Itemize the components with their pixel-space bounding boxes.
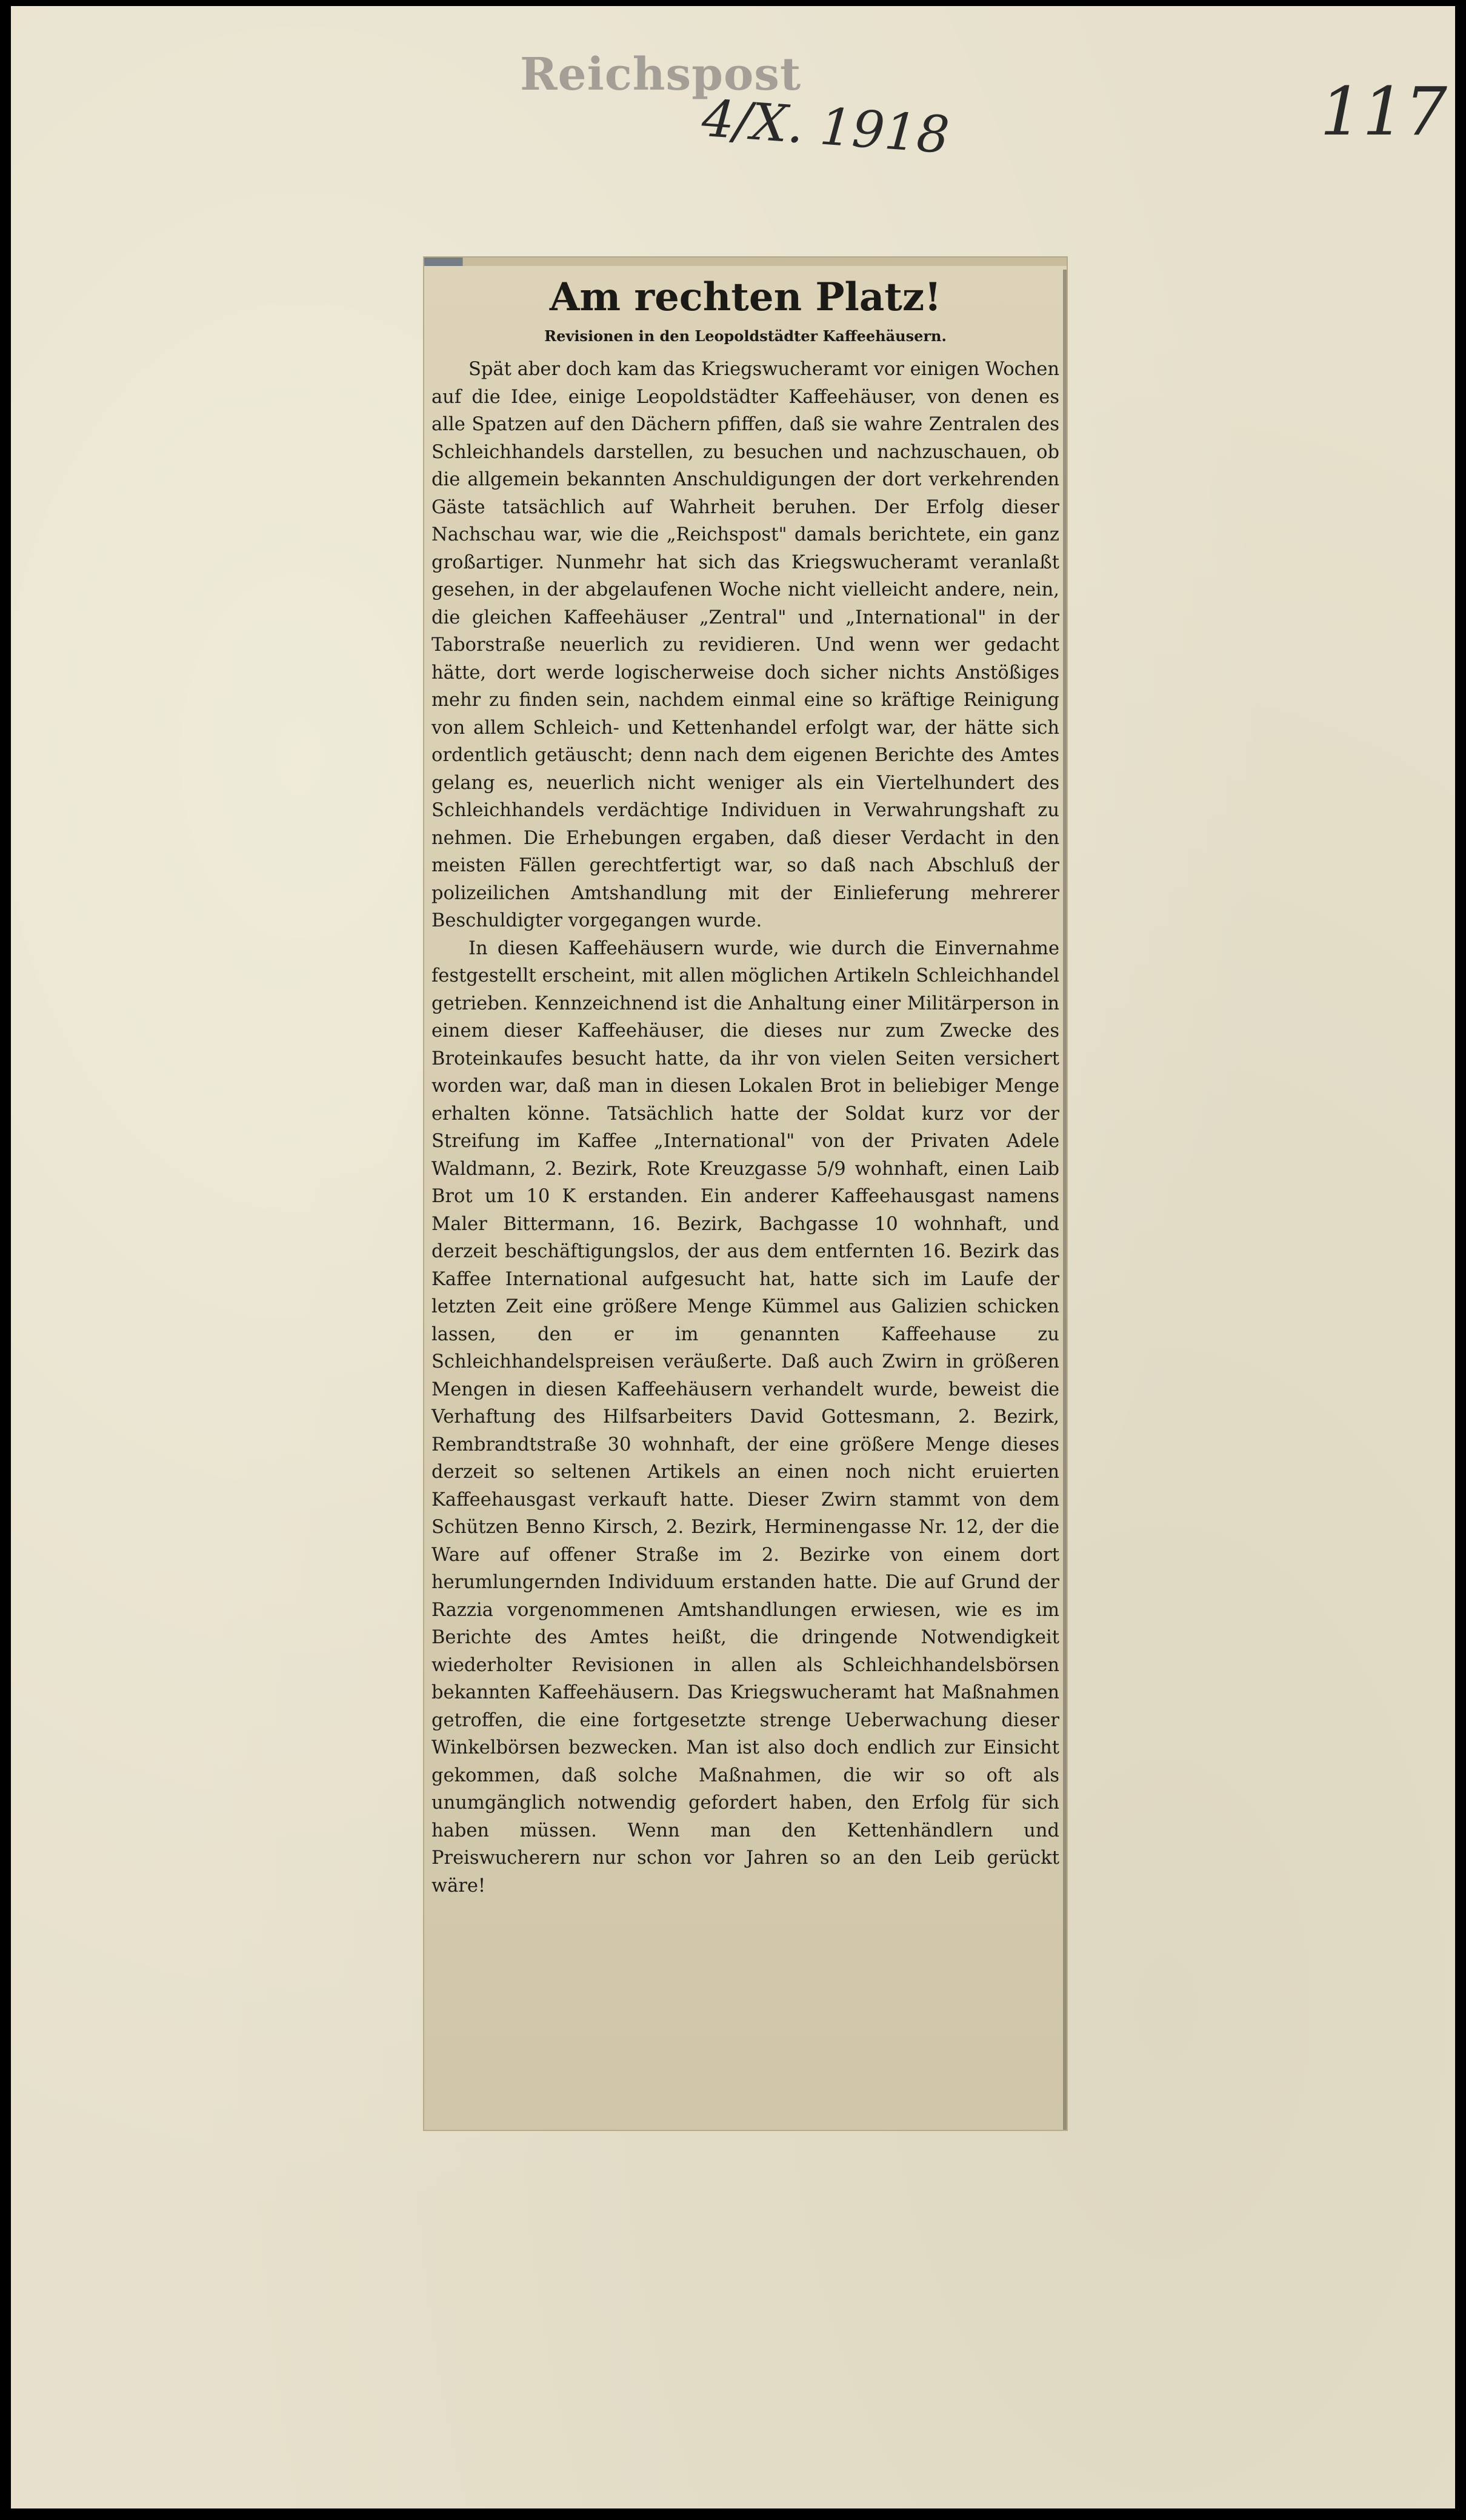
- article-headline: Am rechten Platz!: [549, 274, 942, 320]
- handwritten-date: 4/X. 1918: [700, 88, 951, 165]
- article-subheadline: Revisionen in den Leopoldstädter Kaffeehäusern.: [544, 327, 947, 345]
- handwritten-folio-number: 117: [1320, 73, 1447, 150]
- newspaper-clipping: [424, 258, 1067, 2130]
- article-paragraph-2: In diesen Kaffeehäusern wurde, wie durch die Einvernahme festgestellt erscheint, mit allen möglichen Artikeln Schleichhandel getrieben. Kennzeichnend ist die Anhaltung einer Militärperson in einem dieser Kaffeehäuser, die dieses nur zum Zwecke des Broteinkaufes besucht hatte, da ihr von vielen Seiten versichert worden war, daß man in diesen Lokalen Brot in beliebiger Menge erhalten könne. Tatsächlich hatte der Soldat kurz vor der Streifung im Kaffee „International" von der Privaten Adele Waldmann, 2. Bezirk, Rote Kreuzgasse 5/9 wohnhaft, einen Laib Brot um 10 K erstanden. Ein anderer Kaffeehausgast namens Maler Bittermann, 16. Bezirk, Bachgasse 10 wohnhaft, und derzeit beschäftigungslos, der aus dem entfernten 16. Bezirk das Kaffee International aufgesucht hat, hatte sich im Laufe der letzten Zeit eine größere Menge Kümmel aus Galizien schicken lassen, den er im genannten Kaffeehause zu Schleichhandelspreisen veräußerte. Daß auch Zwirn in größeren Mengen in diesen Kaffeehäusern verhandelt wurde, beweist die Verhaftung des Hilfsarbeiters David Gottesmann, 2. Bezirk, Rembrandtstraße 30 wohnhaft, der eine größere Menge dieses derzeit so seltenen Artikels an einen noch nicht eruierten Kaffeehausgast verkauft hatte. Dieser Zwirn stammt von dem Schützen Benno Kirsch, 2. Bezirk, Herminengasse Nr. 12, der die Ware auf offener Straße im 2. Bezirke von einem dort herumlungernden Individuum erstanden hatte. Die auf Grund der Razzia vorgenommenen Amtshandlungen erwiesen, wie es im Berichte des Amtes heißt, die dringende Notwendigkeit wiederholter Revisionen in allen als Schleichhandelsbörsen bekannten Kaffeehäusern. Das Kriegswucheramt hat Maßnahmen getroffen, die eine fortgesetzte strenge Ueberwachung dieser Winkelbörsen bezwecken. Man ist also doch endlich zur Einsicht gekommen, daß solche Maßnahmen, die wir so oft als unumgänglich notwendig gefordert haben, den Erfolg für sich haben müssen. Wenn man den Kettenhändlern und Preiswucherern nur schon vor Jahren so an den Leib gerückt wäre!: [431, 937, 1059, 1897]
- clipping-top-edge: [424, 258, 1067, 266]
- article-body: [424, 356, 1067, 1900]
- article-paragraph-1: Spät aber doch kam das Kriegswucheramt vor einigen Wochen auf die Idee, einige Leopoldstädter Kaffeehäuser, von denen es alle Spatzen auf den Dächern pfiffen, daß sie wahre Zentralen des Schleichhandels darstellen, zu besuchen und nachzuschauen, ob die allgemein bekannten Anschuldigungen der dort verkehrenden Gäste tatsächlich auf Wahrheit beruhen. Der Erfolg dieser Nachschau war, wie die „Reichspost" damals berichtete, ein ganz großartiger. Nunmehr hat sich das Kriegswucheramt veranlaßt gesehen, in der abgelaufenen Woche nicht vielleicht andere, nein, die gleichen Kaffeehäuser „Zentral" und „International" in der Taborstraße neuerlich zu revidieren. Und wenn wer gedacht hätte, dort werde logischerweise doch sicher nichts Anstößiges mehr zu finden sein, nachdem einmal eine so kräftige Reinigung von allem Schleich- und Kettenhandel erfolgt war, der hätte sich ordentlich getäuscht; denn nach dem eigenen Berichte des Amtes gelang es, neuerlich nicht weniger als ein Viertelhundert des Schleichhandels verdächtige Individuen in Verwahrungshaft zu nehmen. Die Erhebungen ergaben, daß dieser Verdacht in den meisten Fällen gerechtfertigt war, so daß nach Abschluß der polizeilichen Amtshandlung mit der Einlieferung mehrerer Beschuldigter vorgegangen wurde.: [431, 359, 1059, 931]
- newspaper-stamp: Reichspost: [520, 48, 802, 101]
- clipping-right-edge: [1063, 270, 1067, 2130]
